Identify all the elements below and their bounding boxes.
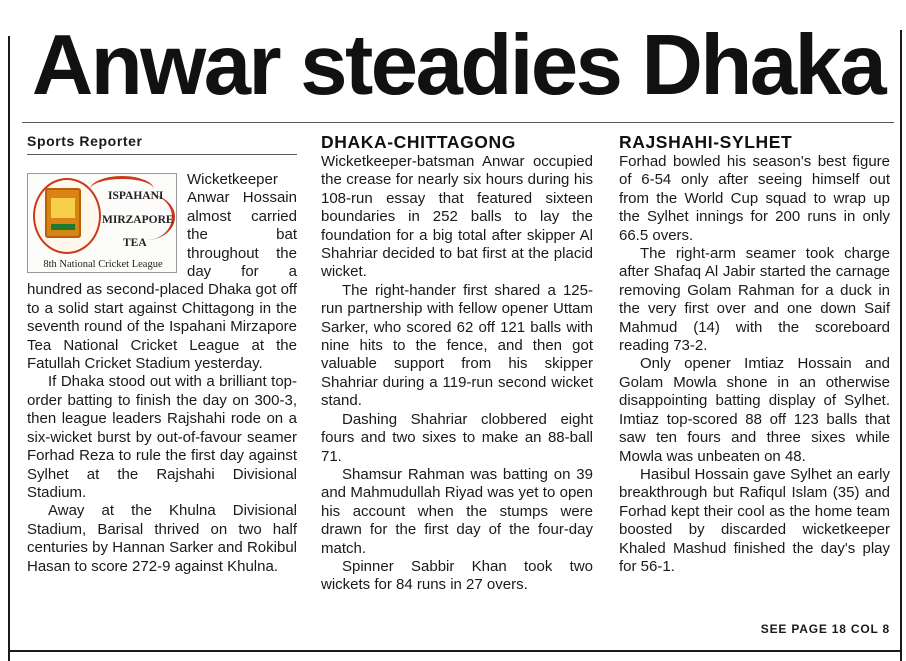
article-column-2 [321,153,593,595]
col1-paragraph-1: Wicketkeeper Anwar Hossain almost carried the bat throughout the day for a hundred as second-placed Dhaka got off to a solid start against Chittagong in the seventh round of the Ispahani Mirzapore Tea National Cricket League at the Fatullah Cricket Stadium yesterday. [27,171,297,373]
sponsor-logo [27,173,177,273]
tea-pack-label [51,198,75,218]
col1-paragraph-2: If Dhaka stood out with a brilliant top-order batting to finish the day on 300-3, then league leaders Rajshahi rode on a six-wicket burst by out-of-favour seamer Forhad Reza to rule the first day against Sylhet at the Rajshahi Divisional Stadium. [27,373,297,501]
logo-text-tea: TEA [123,237,147,249]
headline-rule [22,122,894,123]
col3-paragraph-2: The right-arm seamer took charge after Shafaq Al Jabir started the carnage removing Golam Rahman for a duck in the very first over and one down Saif Mahmud (14) with the scoreboard reading 73-2. [619,245,890,355]
col2-paragraph-4: Shamsur Rahman was batting on 39 and Mahmudullah Riyad was yet to open his account when the stumps were drawn for the first day of the four-day match. [321,465,593,557]
byline: Sports Reporter [27,133,143,149]
logo-text-mirzapore: MIRZAPORE [102,214,174,226]
subhead-rajshahi-sylhet: RAJSHAHI-SYLHET [619,132,793,152]
subhead-dhaka-chittagong: DHAKA-CHITTAGONG [321,132,516,152]
byline-rule [27,154,297,155]
tea-pack-band [51,224,75,230]
col2-paragraph-1: Wicketkeeper-batsman Anwar occupied the crease for nearly six hours during his 108-run essay that featured sixteen boundaries in 252 balls to lay the foundation for a big total after skipper Al Shahriar decided to bat first at the placid wicket. [321,153,593,281]
col2-paragraph-5: Spinner Sabbir Khan took two wickets for 84 runs in 27 overs. [321,557,593,594]
logo-caption: 8th National Cricket League [43,259,163,270]
col3-paragraph-1: Forhad bowled his season's best figure of 6-54 only after seeing himself out from the World Cup squad to wrap up the Sylhet innings for 200 runs in only 66.5 overs. [619,153,890,244]
headline: Anwar steadies Dhaka [31,18,885,113]
frame-bottom-rule [8,650,902,652]
col2-paragraph-2: The right-hander first shared a 125-run partnership with fellow opener Uttam Sarker, who scored 62 off 121 balls with nine hits to the fence, and then got valuable support from his skipper Shahriar during a 119-run second wicket stand. [321,281,593,410]
col3-paragraph-3: Only opener Imtiaz Hossain and Golam Mowla shone in an otherwise disappointing batting display of Sylhet. Imtiaz top-scored 88 off 123 balls that saw ten fours and three sixes while Mowla was unbeaten on 48. [619,355,890,465]
article-column-1 [27,171,297,576]
col3-paragraph-4: Hasibul Hossain gave Sylhet an early breakthrough but Rafiqul Islam (35) and Forhad kept their cool as the home team boosted by discarded wicketkeeper Khaled Mashud finished the day's play for 56-1. [619,465,890,575]
frame-left-rule [8,36,10,661]
continuation-note: SEE PAGE 18 COL 8 [760,622,890,636]
logo-text-ispahani: ISPAHANI [108,190,164,202]
col1-paragraph-3: Away at the Khulna Divisional Stadium, Barisal thrived on two half centuries by Hannan Sarker and Rokibul Hasan to score 272-9 against Khulna. [27,502,297,575]
article-column-3 [619,153,890,576]
frame-right-rule [900,30,902,661]
col2-paragraph-3: Dashing Shahriar clobbered eight fours and two sixes to make an 88-ball 71. [321,410,593,465]
